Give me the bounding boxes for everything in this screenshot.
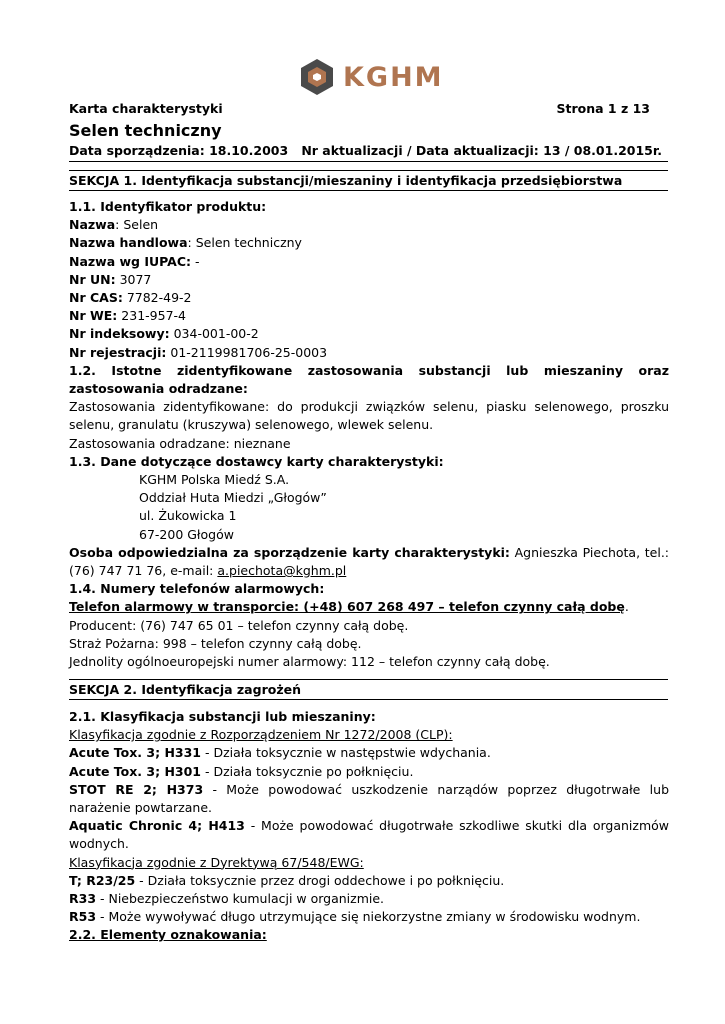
section-2-heading: SEKCJA 2. Identyfikacja zagrożeń [69, 679, 668, 700]
identifier-label: Nazwa [69, 217, 116, 233]
identifier-row [69, 307, 669, 325]
alarm-line: Producent: (76) 747 65 01 – telefon czynny całą dobę. [69, 617, 409, 633]
doc-type: Karta charakterystyki [69, 101, 223, 116]
clp-classification-list [69, 744, 669, 853]
dsd-heading: Klasyfikacja zgodnie z Dyrektywą 67/548/EWG: [69, 854, 364, 870]
address-line: ul. Żukowicka 1 [139, 508, 237, 524]
alarm-lines [69, 617, 669, 672]
s12-discouraged: Zastosowania odradzane: nieznane [69, 435, 291, 451]
hazard-statement: - Może wywoływać długo utrzymujące się niekorzystne zmiany w środowisku wodnym. [96, 909, 641, 925]
hazard-statement: - Niebezpieczeństwo kumulacji w organizmie. [96, 891, 385, 907]
kghm-logo [300, 57, 444, 97]
identifier-label: Nr indeksowy: [69, 326, 170, 342]
hazard-statement: - Może powodować długotrwałe szkodliwe skutki dla organizmów wodnych. [69, 818, 670, 852]
identifier-sep: : [115, 217, 124, 233]
document-header [69, 101, 662, 159]
classification-item [69, 817, 669, 853]
alarm-main-text: Telefon alarmowy w transporcie: (+48) 607 268 497 – telefon czynny całą dobę [69, 599, 625, 615]
hazard-code: Aquatic Chronic 4; H413 [69, 818, 245, 834]
s12-heading: 1.2. Istotne zidentyfikowane zastosowania substancji lub mieszaniny oraz zastosowania odradzane: [69, 362, 669, 397]
update-info: Nr aktualizacji / Data aktualizacji: 13 / 08.01.2015r. [301, 143, 662, 158]
hazard-code: Acute Tox. 3; H331 [69, 745, 202, 761]
clp-heading: Klasyfikacja zgodnie z Rozporządzeniem Nr 1272/2008 (CLP): [69, 727, 453, 743]
header-divider [69, 161, 668, 162]
address-line: KGHM Polska Miedź S.A. [139, 472, 290, 488]
s14-heading: 1.4. Numery telefonów alarmowych: [69, 581, 325, 597]
section-2-body [69, 708, 669, 945]
identifier-row [69, 216, 669, 234]
hazard-code: R33 [69, 891, 97, 907]
s13-heading: 1.3. Dane dotyczące dostawcy karty charakterystyki: [69, 453, 444, 469]
contact-text: Agnieszka Piechota, tel.: (76) 747 71 76, e-mail: [69, 544, 669, 579]
identifier-value: 231-957-4 [121, 308, 186, 324]
contact-label: Osoba odpowiedzialna za sporządzenie karty charakterystyki: [69, 544, 510, 560]
alarm-line: Jednolity ogólnoeuropejski numer alarmowy: 112 – telefon czynny całą dobę. [69, 654, 550, 670]
identifier-row [69, 234, 669, 252]
hazard-code: R53 [69, 909, 97, 925]
hazard-code: Acute Tox. 3; H301 [69, 763, 202, 779]
identifier-value: Selen [123, 217, 159, 233]
dsd-classification-list [69, 872, 669, 927]
hazard-statement: - Działa toksycznie po połknięciu. [201, 763, 414, 779]
hazard-code: STOT RE 2; H373 [69, 781, 204, 797]
contact-person [69, 544, 669, 580]
identifier-label: Nazwa handlowa [69, 235, 188, 251]
hazard-statement: - Działa toksycznie przez drogi oddechowe i po połknięciu. [135, 872, 505, 888]
section-1-heading: SEKCJA 1. Identyfikacja substancji/mieszaniny i identyfikacja przedsiębiorstwa [69, 170, 668, 191]
identifier-row [69, 344, 669, 362]
identifier-value: 3077 [119, 271, 152, 287]
hazard-statement: - Może powodować uszkodzenie narządów poprzez długotrwałe lub narażenie powtarzane. [69, 781, 670, 816]
classification-item [69, 908, 669, 926]
section-1-body [69, 198, 669, 671]
identifier-label: Nr rejestracji: [69, 344, 167, 360]
address-line: 67-200 Głogów [139, 526, 234, 542]
identifier-label: Nr CAS: [69, 290, 123, 306]
alarm-line: Straż Pożarna: 998 – telefon czynny całą dobę. [69, 635, 362, 651]
classification-item [69, 890, 669, 908]
s21-heading: 2.1. Klasyfikacja substancji lub mieszaniny: [69, 709, 376, 724]
identifier-row [69, 289, 669, 307]
identifier-value: 01-2119981706-25-0003 [170, 344, 328, 360]
identifier-value: 034-001-00-2 [173, 326, 259, 342]
identifier-label: Nr UN: [69, 271, 116, 287]
hazard-code: T; R23/25 [69, 872, 136, 888]
classification-item [69, 763, 669, 781]
alarm-main: Telefon alarmowy w transporcie: (+48) 607 268 497 – telefon czynny całą dobę. [69, 599, 629, 615]
identifier-row [69, 271, 669, 289]
identifier-value: - [195, 253, 200, 269]
s22-heading: 2.2. Elementy oznakowania: [69, 927, 267, 943]
identifier-label: Nr WE: [69, 308, 118, 324]
s11-heading: 1.1. Identyfikator produktu: [69, 199, 267, 214]
identifier-row [69, 253, 669, 271]
hazard-statement: - Działa toksycznie w następstwie wdychania. [201, 745, 491, 761]
s12-uses: Zastosowania zidentyfikowane: do produkcji związków selenu, piasku selenowego, proszku selenu, granulatu (kruszywa) selenowego, wlewek selenu. [69, 399, 669, 433]
kghm-hexagon-icon [300, 58, 334, 96]
identifier-label: Nazwa wg IUPAC: [69, 253, 192, 269]
logo-text: KGHM [343, 61, 444, 93]
identifier-value: Selen techniczny [195, 235, 302, 251]
classification-item [69, 781, 669, 817]
contact-email-link[interactable]: a.piechota@kghm.pl [217, 563, 347, 579]
page-number: Strona 1 z 13 [556, 101, 650, 116]
page-title: Selen techniczny [69, 121, 222, 140]
address-line: Oddział Huta Miedzi „Głogów” [139, 490, 327, 506]
supplier-address [69, 471, 669, 544]
identifier-sep: : [187, 235, 196, 251]
classification-item [69, 872, 669, 890]
product-identifier-list [69, 216, 669, 362]
identifier-row [69, 325, 669, 343]
classification-item [69, 744, 669, 762]
identifier-value: 7782-49-2 [126, 290, 192, 306]
creation-date: Data sporządzenia: 18.10.2003 [69, 143, 289, 158]
